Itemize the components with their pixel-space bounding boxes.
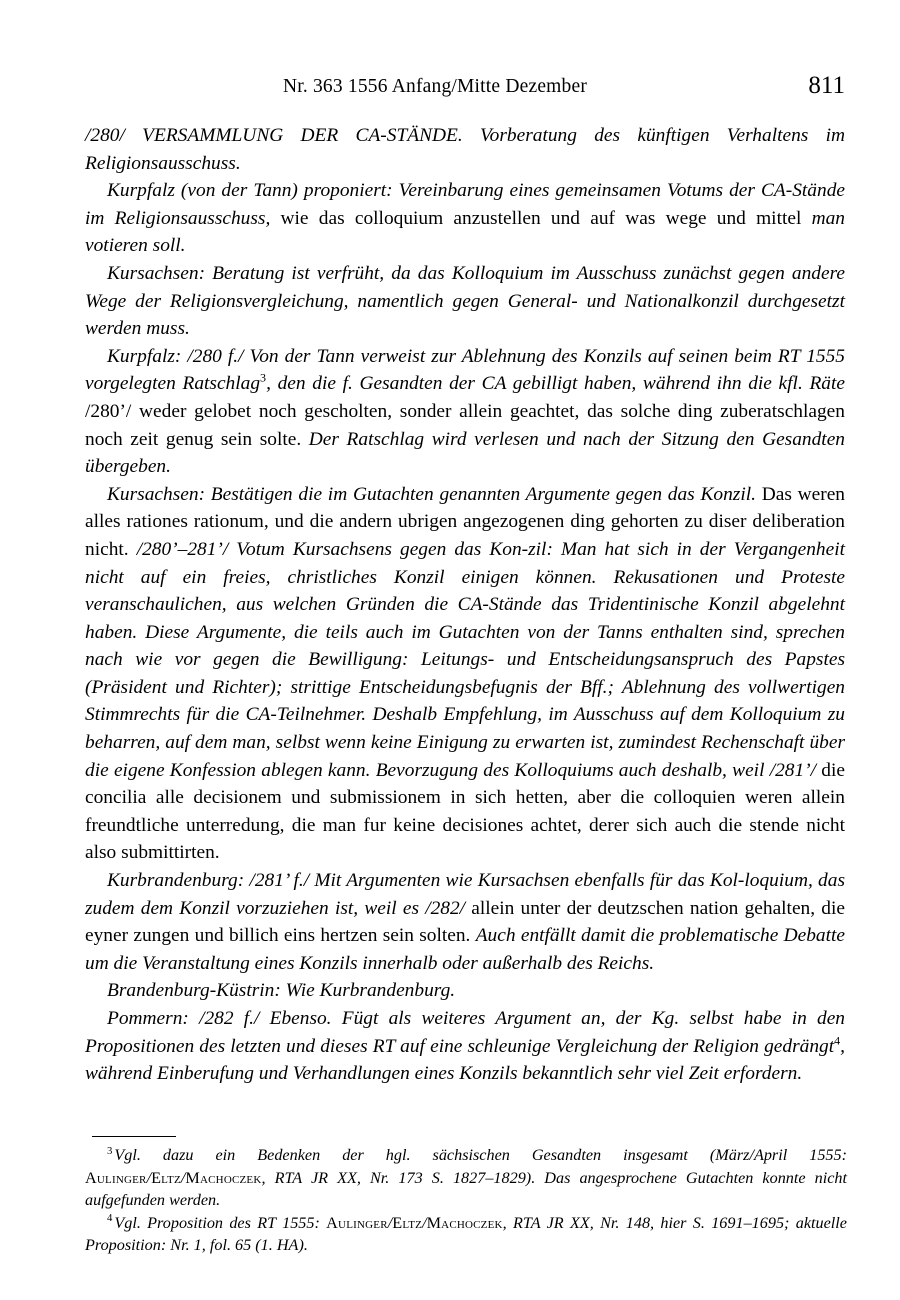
paragraph-heading-versammlung [85,122,845,177]
text-run-smallcaps: Aulinger [326,1213,388,1232]
text-run-italic: Kurpfalz: /280 f./ Von der Tann verweist zur Ablehnung des Konzils auf seinen beim RT 1555 vorgelegten Ratschlag [85,345,845,395]
text-run-roman: die concilia alle decisionem und submissionem in sich hetten, aber die colloquien weren allein freundtliche unterredung, die man fur keine decisiones achtet, derer sich auch die stende nicht also submittirten. [85,759,845,864]
paragraph-kursachsen-bestaetigen [85,481,845,867]
text-run-smallcaps: Machoczek [185,1168,262,1187]
text-run-italic: /280’–281’/ Votum Kursachsens gegen das Kon-zil: Man hat sich in der Vergangenheit nicht auf ein freies, christliches Konzil einigen können. Rekusationen und Proteste veranschaulichen, aus welchen Gründen die CA-Stände das Tridentinische Konzil abgelehnt haben. Diese Argumente, die teils auch im Gutachten von der Tanns enthalten sind, sprechen nach wie vor gegen die Bewilligung: Leitungs- und Entscheidungsanspruch des Papstes (Präsident und Richter); strittige Entscheidungsbefugnis der Bff.; Ablehnung des vollwertigen Stimmrechts für die CA-Teilnehmer. Deshalb Empfehlung, im Ausschuss auf dem Kolloquium zu beharren, auf dem man, selbst wenn keine Einigung zu erwarten ist, zumindest Rechenschaft über die eigene Konfession ablegen kann. Bevorzugung des Kolloquiums auch deshalb, weil /281’/ [85,538,846,781]
footnote-reference-3[interactable]: 3 [260,370,267,385]
text-run-italic: , den die f. Gesandten der CA gebilligt haben, während ihn die kfl. Räte [266,373,845,395]
text-run-italic: , RTA JR XX, Nr. 173 S. 1827–1829). Das angesprochene Gutachten konnte nicht aufgefunden werden. [85,1168,847,1210]
text-run-italic: Auch entfällt damit die problematische Debatte um die Veranstaltung eines Konzils innerhalb oder außerhalb des Reichs. [85,925,845,974]
text-run-roman: allein unter der deutzschen nation gehalten, die eyner zungen und billich eins hertzen sein solten. [85,897,845,947]
text-run-smallcaps: Aulinger [85,1168,147,1187]
footnote-list [85,1144,847,1257]
footnote-area [85,1136,847,1257]
text-run-italic: Kursachsen: Bestätigen die im Gutachten genannten Argumente gegen das Konzil. [107,483,762,505]
running-head-title: Nr. 363 1556 Anfang/Mitte Dezember [282,76,588,97]
paragraph-kurbrandenburg [85,867,845,977]
text-run-roman: /280’/ weder gelobet noch gescholten, sonder allein geachtet, das solche ding zuberatschlagen noch zeit genug sein solte. [85,400,845,450]
text-run-italic: Brandenburg-Küstrin: Wie Kurbrandenburg. [107,980,456,1002]
footnote-marker-4: 4 [107,1212,113,1225]
running-head [85,72,845,106]
paragraph-kurpfalz-von-der-tann [85,343,845,481]
text-run-italic: Pommern: /282 f./ Ebenso. Fügt als weiteres Argument an, der Kg. selbst habe in den Propositionen des letzten und dieses RT auf eine schleunige Vergleichung der Religion gedrängt [85,1008,845,1057]
text-run-italic: Kurpfalz (von der Tann) proponiert: Vereinbarung eines gemeinsamen Votums der CA-Stände im Religionsausschuss, [85,180,845,229]
page-number: 811 [808,72,845,99]
paragraph-kursachsen-beratung [85,260,845,343]
footnote-4 [85,1212,847,1257]
text-run-smallcaps: Machoczek [426,1213,503,1232]
text-run-italic: Vgl. Proposition des RT 1555: [114,1213,327,1232]
footnote-3 [85,1144,847,1212]
text-run-italic: Vgl. dazu ein Bedenken der hgl. sächsischen Gesandten insgesamt (März/April 1555: [114,1146,847,1164]
footnote-marker-3: 3 [107,1144,113,1157]
text-run-roman: wie das colloquium anzustellen und auf was wege und mittel [270,207,812,229]
text-run-italic: / [422,1213,427,1232]
paragraph-brandenburg-kuestrin [85,977,845,1005]
text-run-italic: /280/ VERSAMMLUNG DER CA-STÄNDE. Vorberatung des künftigen Verhaltens im Religionsausschuss. [85,125,845,174]
body-text [85,122,845,1088]
text-run-italic: Kursachsen: Beratung ist verfrüht, da das Kolloquium im Ausschuss zunächst gegen andere Wege der Religionsvergleichung, namentlich gegen General- und Nationalkonzil durchgesetzt werden muss. [85,262,845,340]
text-run-roman: Das weren alles rationes rationum, und die andern ubrigen angezogenen ding gehorten zu diser deliberation nicht. [85,483,846,560]
text-run-italic: / [146,1168,152,1187]
text-run-smallcaps: Eltz [151,1168,181,1187]
text-run-italic: / [180,1168,186,1187]
text-run-italic: man votieren soll. [85,207,845,257]
paragraph-pommern [85,1005,845,1088]
paragraph-kurpfalz-proponiert [85,177,845,260]
text-run-italic: / [387,1213,393,1232]
text-run-italic: , während Einberufung und Verhandlungen eines Konzils bekanntlich sehr viel Zeit erfordern. [85,1035,845,1085]
footnote-reference-4[interactable]: 4 [834,1033,841,1048]
text-run-italic: , RTA JR XX, Nr. 148, hier S. 1691–1695; aktuelle Proposition: Nr. 1, fol. 65 (1. HA). [85,1213,847,1255]
text-run-italic: Kurbrandenburg: /281’ f./ Mit Argumenten wie Kursachsen ebenfalls für das Kol-loquium, das zudem dem Konzil vorzuziehen ist, weil es /282/ [85,870,845,919]
footnote-separator-rule [92,1136,176,1137]
text-run-smallcaps: Eltz [392,1213,423,1232]
text-run-italic: Der Ratschlag wird verlesen und nach der Sitzung den Gesandten übergeben. [85,428,845,478]
